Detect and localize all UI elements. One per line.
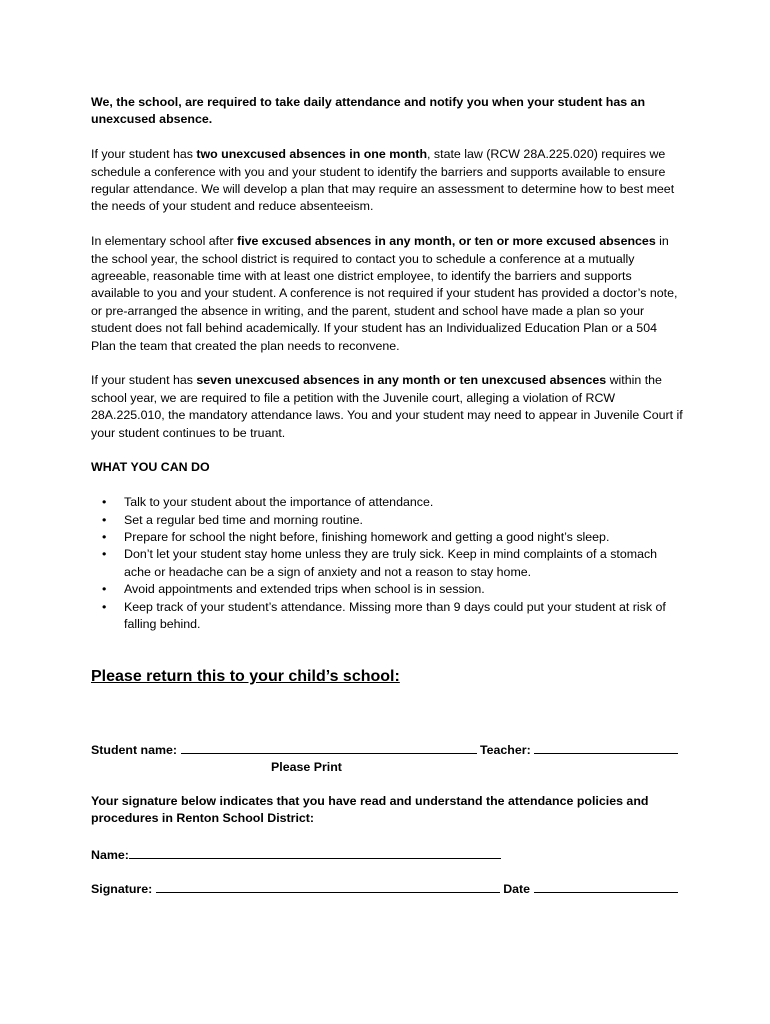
signature-statement: Your signature below indicates that you have read and understand the attendance policies and procedures in Renton School District: (91, 794, 649, 826)
date-field[interactable] (534, 880, 678, 893)
list-item (91, 581, 683, 598)
tip-text: Don’t let your student stay home unless they are truly sick. Keep in mind complaints of a stomach ache or headache can be a sign of anxiety and not a reason to stay home. (124, 547, 658, 579)
teacher-field[interactable] (534, 741, 678, 754)
please-print-note: Please Print (271, 760, 342, 774)
name-row (91, 846, 683, 864)
para3-text-c: within the school year, we are required to file a petition with the Juvenile court, alleging a violation of RCW 28A.225.010, the mandatory attendance laws. You and your student may need to appear in Juvenile Court if your student continues to be truant. (91, 373, 683, 440)
name-label: Name: (91, 848, 129, 862)
date-label: Date (503, 882, 531, 896)
paragraph-seven-unexcused (91, 372, 683, 442)
student-name-field[interactable] (181, 741, 477, 754)
bullet-icon: • (102, 495, 107, 510)
para1-text-c: , state law (RCW 28A.225.020) requires we schedule a conference with you and your student to identify the barriers and supports available to ensure regular attendance. We will develop a plan that may require an assessment to determine how to best meet the needs of your student and reduce absenteeism. (91, 147, 675, 214)
signature-field[interactable] (156, 880, 500, 893)
para3-text-a: If your student has (91, 373, 197, 388)
letter-body (91, 94, 683, 634)
para3-emphasis: seven unexcused absences in any month or ten unexcused absences (196, 373, 607, 388)
tips-list (91, 494, 683, 633)
what-you-can-do-heading: WHAT YOU CAN DO (91, 460, 210, 475)
intro-statement: We, the school, are required to take daily attendance and notify you when your student has an unexcused absence. (91, 95, 646, 127)
bullet-icon: • (102, 512, 107, 527)
student-name-label: Student name: (91, 743, 178, 757)
bullet-icon: • (102, 530, 107, 545)
teacher-label: Teacher: (479, 743, 531, 757)
bullet-icon: • (102, 599, 107, 614)
para2-text-a: In elementary school after (91, 234, 238, 249)
para2-text-c: in the school year, the school district is required to contact you to schedule a conference at a mutually agreeable, reasonable time with at least one district employee, to identify the barriers and supports available to you and your student. A conference is not required if your student has provided a doctor’s note, or pre-arranged the absence in writing, and the parent, student and school have made a plan so your student does not fall behind academically. If your student has an Individualized Education Plan or a 504 Plan the team that created the plan needs to reconvene. (91, 234, 678, 353)
list-item (91, 529, 683, 546)
student-teacher-row (91, 741, 683, 759)
tip-text: Keep track of your student’s attendance. Missing more than 9 days could put your student at risk of falling behind. (124, 599, 666, 632)
para1-text-a: If your student has (91, 147, 197, 162)
name-field[interactable] (129, 846, 501, 859)
para2-emphasis: five excused absences in any month, or ten or more excused absences (237, 234, 656, 249)
tip-text: Set a regular bed time and morning routine. (124, 512, 364, 527)
list-item (91, 599, 683, 634)
paragraph-two-unexcused (91, 146, 683, 216)
list-item (91, 546, 683, 581)
bullet-icon: • (102, 582, 107, 597)
para1-emphasis: two unexcused absences in one month (196, 147, 428, 162)
list-item (91, 494, 683, 511)
bullet-icon: • (102, 547, 107, 562)
signature-label: Signature: (91, 882, 153, 896)
signature-date-row (91, 880, 683, 898)
tip-text: Prepare for school the night before, finishing homework and getting a good night’s sleep. (124, 530, 610, 545)
return-form-title: Please return this to your child’s school: (91, 668, 400, 685)
tip-text: Talk to your student about the importance of attendance. (124, 495, 434, 510)
list-item (91, 512, 683, 529)
paragraph-excused-absences (91, 233, 683, 355)
tip-text: Avoid appointments and extended trips when school is in session. (124, 582, 485, 597)
